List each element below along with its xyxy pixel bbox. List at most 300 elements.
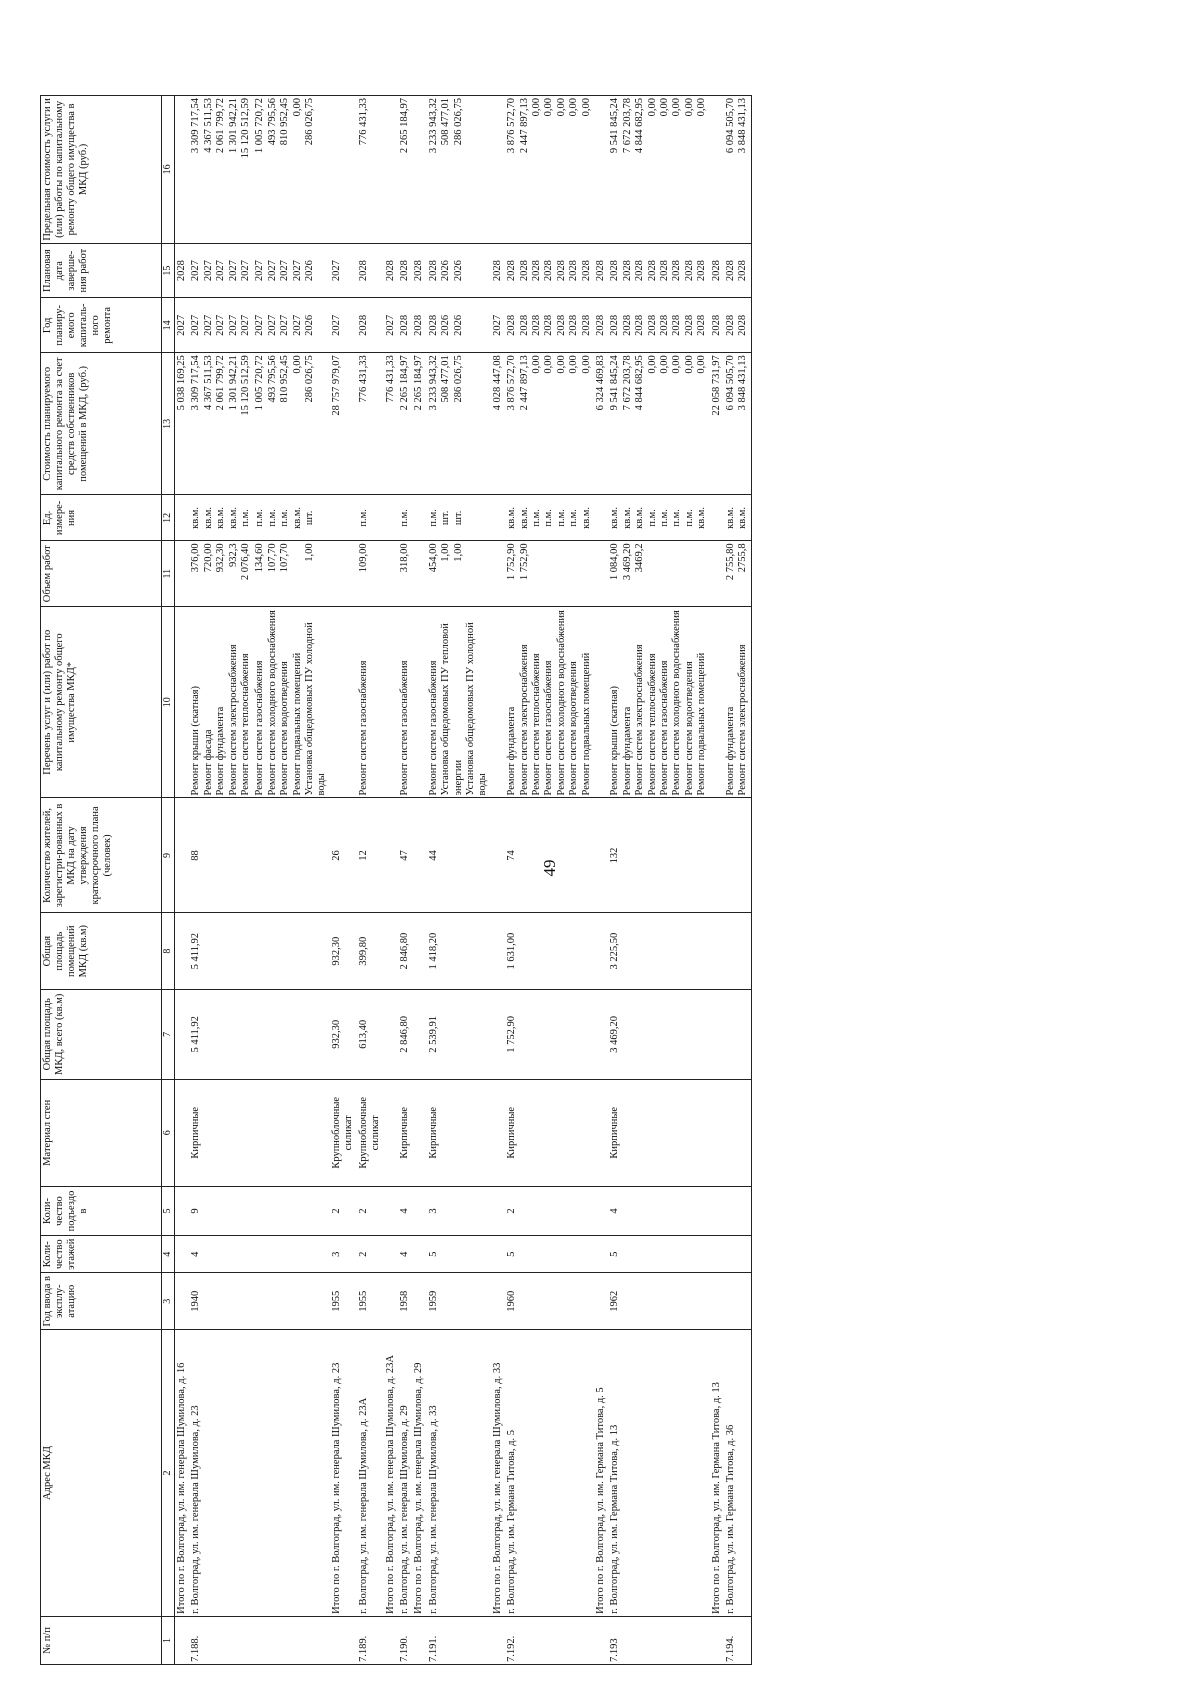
row-number <box>412 1616 426 1664</box>
address-cell-value: Итого по г. Волгоград, ул. им. генерала Шумилова, д. 23А <box>384 1355 396 1614</box>
works-cell <box>491 607 505 798</box>
planned-year-cell-line: 2028 <box>427 314 439 336</box>
works-cell-line: Ремонт фундамента <box>215 706 227 796</box>
unit-cell-line: кв.м. <box>580 506 592 529</box>
address-cell <box>330 1330 357 1617</box>
commission-year-cell-value: 1940 <box>190 1290 202 1312</box>
limit-cost-cell-line: 286 026,75 <box>452 98 464 146</box>
residents-cell <box>398 798 412 913</box>
unit-cell <box>330 495 357 541</box>
completion-date-cell <box>175 243 190 298</box>
address-cell <box>608 1330 709 1617</box>
premises-area-cell <box>330 913 357 990</box>
entrances-cell <box>357 1186 384 1235</box>
column-header-1: № п/п <box>41 1616 162 1664</box>
residents-cell <box>427 798 491 913</box>
works-cell-line: Ремонт систем теплоснабжения <box>646 653 658 796</box>
unit-cell-line: кв.м. <box>725 506 737 529</box>
cost-cell-line: 286 026,75 <box>452 355 464 403</box>
entrances-cell-value: 4 <box>398 1208 410 1214</box>
total-area-cell <box>608 989 709 1079</box>
total-area-cell <box>594 989 608 1079</box>
wall-material-cell-value: Кирпичные <box>398 1106 410 1159</box>
limit-cost-cell-line: 0,00 <box>696 98 708 117</box>
works-cell <box>175 607 190 798</box>
completion-date-cell <box>608 243 709 298</box>
limit-cost-cell-line: 3 848 431,13 <box>737 98 749 154</box>
completion-date-cell-line: 2028 <box>580 260 592 282</box>
premises-area-cell <box>491 913 505 990</box>
completion-date-cell <box>594 243 608 298</box>
limit-cost-cell-line: 9 541 845,24 <box>609 98 621 154</box>
address-cell <box>724 1330 751 1617</box>
works-cell-line: Ремонт систем теплоснабжения <box>530 653 542 796</box>
cost-cell-line: 4 028 447,08 <box>491 355 503 411</box>
planned-year-cell-line: 2027 <box>330 314 342 336</box>
cost-cell <box>398 353 412 495</box>
volume-cell <box>189 541 253 607</box>
works-cell-line: Ремонт подвальных помещений <box>696 652 708 796</box>
premises-area-cell <box>189 913 253 990</box>
total-area-cell-value: 932,30 <box>330 1019 342 1049</box>
volume-cell-line <box>647 543 659 604</box>
residents-cell-value: 26 <box>330 850 342 861</box>
volume-cell <box>710 541 724 607</box>
volume-cell-line: 1,00 <box>440 543 452 562</box>
row-number <box>189 1616 253 1664</box>
planned-year-cell-line: 2028 <box>398 314 410 336</box>
unit-cell-line: п.м. <box>530 509 542 527</box>
completion-date-cell-line: 2028 <box>737 260 749 282</box>
completion-date-cell-line: 2028 <box>530 260 542 282</box>
planned-year-cell-line: 2027 <box>190 314 202 336</box>
premises-area-cell-value: 3 225,50 <box>609 932 621 970</box>
cost-cell-line: 776 431,33 <box>384 355 396 403</box>
completion-date-cell-line: 2028 <box>491 260 503 282</box>
cost-cell <box>384 353 398 495</box>
wall-material-cell-value: Кирпичные <box>506 1106 518 1159</box>
cost-cell-line: 2 265 184,97 <box>398 355 410 411</box>
planned-year-cell-line: 2028 <box>737 314 749 336</box>
commission-year-cell-value: 1955 <box>330 1290 342 1312</box>
column-header-5: Коли-чество подъездов <box>41 1186 162 1235</box>
address-cell <box>412 1330 426 1617</box>
unit-cell <box>608 495 709 541</box>
unit-cell <box>398 495 412 541</box>
premises-area-cell <box>724 913 751 990</box>
completion-date-cell-line: 2028 <box>671 260 683 282</box>
volume-cell-line <box>568 543 580 604</box>
volume-cell-line: 932,30 <box>215 543 227 573</box>
unit-cell-line: п.м. <box>357 509 369 527</box>
column-number-16: 16 <box>162 96 175 244</box>
volume-cell-line <box>696 543 708 604</box>
volume-cell-line: 454,00 <box>427 543 439 573</box>
volume-cell <box>412 541 426 607</box>
residents-cell <box>491 798 505 913</box>
works-cell <box>398 607 412 798</box>
limit-cost-cell-line: 0,00 <box>530 98 542 117</box>
completion-date-cell-line: 2028 <box>506 260 518 282</box>
works-cell <box>412 607 426 798</box>
cost-cell-line: 0,00 <box>530 355 542 374</box>
commission-year-cell <box>491 1273 505 1330</box>
residents-cell-value: 74 <box>506 850 518 861</box>
unit-cell-line: п.м. <box>568 509 580 527</box>
completion-date-cell <box>427 243 491 298</box>
completion-date-cell-line: 2026 <box>452 260 464 282</box>
cost-cell-line: 0,00 <box>696 355 708 374</box>
floors-cell-value: 3 <box>330 1251 342 1257</box>
unit-cell-line: кв.м. <box>215 506 227 529</box>
unit-cell <box>505 495 594 541</box>
completion-date-cell-line: 2027 <box>291 260 303 282</box>
wall-material-cell <box>398 1079 412 1186</box>
completion-date-cell <box>710 243 724 298</box>
wall-material-cell <box>412 1079 426 1186</box>
planned-year-cell-line: 2028 <box>555 314 567 336</box>
header-row <box>41 96 162 1665</box>
column-header-11: Объем работ <box>41 541 162 607</box>
residents-cell-value: 12 <box>357 850 369 861</box>
table-subtotal-row <box>175 96 190 1665</box>
rotated-page <box>40 95 1140 1665</box>
completion-date-cell-line: 2028 <box>595 260 606 282</box>
works-cell-line: Ремонт систем теплоснабжения <box>240 653 252 796</box>
premises-area-cell-value: 1 418,20 <box>427 932 439 970</box>
volume-cell-line <box>531 543 543 604</box>
planned-year-cell <box>175 298 190 353</box>
unit-cell <box>189 495 253 541</box>
limit-cost-cell <box>175 96 190 244</box>
limit-cost-cell-line: 0,00 <box>543 98 555 117</box>
row-number <box>608 1616 709 1664</box>
completion-date-cell-line: 2028 <box>683 260 695 282</box>
limit-cost-cell-line: 15 120 512,59 <box>239 98 251 159</box>
volume-cell-line <box>581 543 593 604</box>
works-cell-line: Ремонт фундамента <box>506 706 518 796</box>
completion-date-cell-line: 2027 <box>254 260 266 282</box>
column-number-1: 1 <box>162 1616 175 1664</box>
cost-cell-line: 0,00 <box>646 355 658 374</box>
cost-cell-line: 0,00 <box>291 355 303 374</box>
limit-cost-cell-line: 0,00 <box>658 98 670 117</box>
volume-cell-line <box>556 543 568 604</box>
commission-year-cell <box>357 1273 384 1330</box>
works-cell-line: Ремонт систем водоотведения <box>568 661 580 796</box>
planned-year-cell-line: 2028 <box>357 314 369 336</box>
column-number-11: 11 <box>162 541 175 607</box>
commission-year-cell-value: 1959 <box>427 1290 439 1312</box>
limit-cost-cell-line: 286 026,75 <box>304 98 315 146</box>
floors-cell <box>189 1236 253 1273</box>
column-header-4: Коли-чество этажей <box>41 1236 162 1273</box>
floors-cell <box>608 1236 709 1273</box>
cost-cell-line: 810 952,45 <box>279 355 291 403</box>
planned-year-cell-line: 2028 <box>646 314 658 336</box>
cost-cell-line: 493 795,56 <box>266 355 278 403</box>
planned-year-cell-line: 2026 <box>304 314 315 336</box>
unit-cell-line: кв.м. <box>190 506 202 529</box>
floors-cell <box>505 1236 594 1273</box>
unit-cell-line: кв.м. <box>291 506 303 529</box>
completion-date-cell-line: 2028 <box>646 260 658 282</box>
planned-year-cell <box>384 298 398 353</box>
residents-cell-value: 47 <box>398 850 410 861</box>
works-cell <box>357 607 384 798</box>
planned-year-cell <box>594 298 608 353</box>
works-cell <box>253 607 329 798</box>
volume-cell <box>491 541 505 607</box>
total-area-cell-value: 3 469,20 <box>609 1015 621 1053</box>
volume-cell <box>724 541 751 607</box>
completion-date-cell-line: 2026 <box>304 260 315 282</box>
premises-area-cell <box>384 913 398 990</box>
floors-cell <box>710 1236 724 1273</box>
volume-cell-line: 2755,8 <box>737 543 749 573</box>
cost-cell-line: 0,00 <box>555 355 567 374</box>
table-row <box>427 96 491 1665</box>
completion-date-cell <box>384 243 398 298</box>
total-area-cell-value: 2 846,80 <box>398 1015 410 1053</box>
unit-cell-line: п.м. <box>555 509 567 527</box>
total-area-cell <box>724 989 751 1079</box>
completion-date-cell-line: 2027 <box>215 260 227 282</box>
unit-cell-line: п.м. <box>427 509 439 527</box>
planned-year-cell-line: 2028 <box>413 314 425 336</box>
unit-cell-line: кв.м. <box>202 506 214 529</box>
limit-cost-cell-line: 0,00 <box>683 98 695 117</box>
unit-cell-line: шт. <box>304 510 315 526</box>
works-cell-line: Ремонт крыши (скатная) <box>609 685 621 796</box>
volume-cell-line <box>659 543 671 604</box>
residents-cell <box>189 798 253 913</box>
works-cell-line: Ремонт систем газоснабжения <box>357 660 369 796</box>
column-header-7: Общая площадь МКД, всего (кв.м) <box>41 989 162 1079</box>
premises-area-cell <box>608 913 709 990</box>
total-area-cell <box>330 989 357 1079</box>
address-cell-value: г. Волгоград, ул. им. генерала Шумилова, д. 23А <box>357 1397 369 1614</box>
column-number-7: 7 <box>162 989 175 1079</box>
planned-year-cell-line: 2027 <box>291 314 303 336</box>
residents-cell-value: 88 <box>190 850 202 861</box>
planned-year-cell <box>710 298 724 353</box>
total-area-cell <box>412 989 426 1079</box>
premises-area-cell <box>253 913 329 990</box>
row-number-value: 7.190. <box>398 1635 410 1662</box>
residents-cell <box>384 798 398 913</box>
limit-cost-cell-line: 6 094 505,70 <box>725 98 737 154</box>
address-cell-value: Итого по г. Волгоград, ул. им. генерала Шумилова, д. 23 <box>330 1362 342 1614</box>
limit-cost-cell <box>724 96 751 244</box>
limit-cost-cell-line: 0,00 <box>291 98 303 117</box>
residents-cell <box>710 798 724 913</box>
planned-year-cell-line: 2027 <box>384 314 396 336</box>
works-cell-line: Ремонт систем холодного водоснабжения <box>671 610 683 796</box>
entrances-cell <box>505 1186 594 1235</box>
works-cell-line: Ремонт подвальных помещений <box>580 652 592 796</box>
commission-year-cell <box>608 1273 709 1330</box>
cost-cell <box>608 353 709 495</box>
wall-material-cell <box>710 1079 724 1186</box>
completion-date-cell-line: 2027 <box>239 260 251 282</box>
floors-cell <box>724 1236 751 1273</box>
column-number-12: 12 <box>162 495 175 541</box>
row-number <box>253 1616 329 1664</box>
completion-date-cell <box>398 243 412 298</box>
commission-year-cell <box>189 1273 253 1330</box>
column-header-8: Общая площадь помещений МКД (кв.м) <box>41 913 162 990</box>
volume-cell-line <box>292 543 304 604</box>
premises-area-cell-value: 932,30 <box>330 936 342 966</box>
floors-cell-value: 4 <box>190 1251 202 1257</box>
cost-cell <box>412 353 426 495</box>
column-number-4: 4 <box>162 1236 175 1273</box>
entrances-cell-value: 9 <box>190 1208 202 1214</box>
completion-date-cell-line: 2028 <box>413 260 425 282</box>
completion-date-cell-line: 2027 <box>330 260 342 282</box>
commission-year-cell <box>253 1273 329 1330</box>
completion-date-cell-line: 2028 <box>176 260 187 282</box>
table-row <box>398 96 412 1665</box>
works-cell-line: Ремонт систем холодного водоснабжения <box>555 610 567 796</box>
address-cell-value: Итого по г. Волгоград, ул. им. Германа Титова, д. 13 <box>710 1382 722 1614</box>
limit-cost-cell <box>594 96 608 244</box>
works-cell-line: Ремонт систем холодного водоснабжения <box>266 610 278 796</box>
wall-material-cell <box>491 1079 505 1186</box>
volume-cell-line: 3469,2 <box>634 543 646 573</box>
cost-cell-line: 3 848 431,13 <box>737 355 749 411</box>
works-cell-line: Ремонт систем газоснабжения <box>398 660 410 796</box>
commission-year-cell-value: 1960 <box>506 1290 518 1312</box>
premises-area-cell <box>398 913 412 990</box>
residents-cell <box>594 798 608 913</box>
completion-date-cell <box>412 243 426 298</box>
planned-year-cell-line: 2028 <box>609 314 621 336</box>
unit-cell-line: шт. <box>452 510 464 526</box>
column-number-9: 9 <box>162 798 175 913</box>
limit-cost-cell-line: 3 233 943,32 <box>427 98 439 154</box>
limit-cost-cell-line: 0,00 <box>671 98 683 117</box>
completion-date-cell-line: 2028 <box>357 260 369 282</box>
cost-cell <box>724 353 751 495</box>
floors-cell <box>384 1236 398 1273</box>
cost-cell <box>427 353 491 495</box>
works-cell-line: Установка общедомовых ПУ холодной воды <box>304 622 328 796</box>
cost-cell-line: 28 757 979,07 <box>330 355 342 416</box>
address-cell <box>357 1330 384 1617</box>
planned-year-cell-line: 2028 <box>725 314 737 336</box>
cost-cell-line: 22 058 731,97 <box>710 355 722 416</box>
table-subtotal-row <box>594 96 608 1665</box>
row-number <box>710 1616 724 1664</box>
address-cell <box>189 1330 253 1617</box>
floors-cell <box>594 1236 608 1273</box>
volume-cell-line: 318,00 <box>398 543 410 573</box>
column-number-15: 15 <box>162 243 175 298</box>
planned-year-cell <box>398 298 412 353</box>
limit-cost-cell-line: 493 795,56 <box>266 98 278 146</box>
address-cell-value: г. Волгоград, ул. им. Германа Титова, д. 13 <box>609 1424 621 1614</box>
premises-area-cell <box>412 913 426 990</box>
limit-cost-cell-line: 7 672 203,78 <box>621 98 633 154</box>
cost-cell-line: 0,00 <box>568 355 580 374</box>
completion-date-cell-line: 2028 <box>427 260 439 282</box>
row-number <box>330 1616 357 1664</box>
row-number <box>724 1616 751 1664</box>
cost-cell-line: 3 309 717,54 <box>190 355 202 411</box>
address-cell-value: г. Волгоград, ул. им. Германа Титова, д. 5 <box>506 1430 518 1614</box>
works-cell <box>724 607 751 798</box>
volume-cell-line: 376,00 <box>190 543 202 573</box>
completion-date-cell-line: 2028 <box>543 260 555 282</box>
column-number-8: 8 <box>162 913 175 990</box>
planned-year-cell-line: 2028 <box>696 314 708 336</box>
cost-cell-line: 15 120 512,59 <box>239 355 251 416</box>
table-subtotal-row <box>330 96 357 1665</box>
cost-cell <box>505 353 594 495</box>
completion-date-cell-line: 2028 <box>634 260 646 282</box>
planned-year-cell-line: 2028 <box>518 314 530 336</box>
row-number <box>357 1616 384 1664</box>
table-subtotal-row <box>491 96 505 1665</box>
unit-cell-line: кв.м. <box>518 506 530 529</box>
floors-cell-value: 5 <box>506 1251 518 1257</box>
works-cell-line: Ремонт систем электроснабжения <box>737 644 749 796</box>
total-area-cell-value: 613,40 <box>357 1019 369 1049</box>
page-number: 49 <box>540 859 559 877</box>
volume-cell <box>253 541 329 607</box>
entrances-cell-value: 3 <box>427 1208 439 1214</box>
unit-cell-line: шт. <box>440 510 452 526</box>
cost-cell-line: 0,00 <box>683 355 695 374</box>
works-cell-line: Установка общедомовых ПУ тепловой энергии <box>440 623 464 796</box>
limit-cost-cell-line: 2 447 897,13 <box>518 98 530 154</box>
planned-year-cell-line: 2027 <box>254 314 266 336</box>
cost-cell-line: 776 431,33 <box>357 355 369 403</box>
unit-cell-line: п.м. <box>683 509 695 527</box>
column-header-16: Предельная стоимость услуги и (или) работы по капитальному ремонту общего имущества в МКД (руб.) <box>41 96 162 244</box>
works-cell-line: Ремонт подвальных помещений <box>291 652 303 796</box>
commission-year-cell <box>398 1273 412 1330</box>
entrances-cell <box>175 1186 190 1235</box>
wall-material-cell <box>384 1079 398 1186</box>
total-area-cell-value: 2 539,91 <box>427 1015 439 1053</box>
cost-cell-line: 4 844 682,95 <box>634 355 646 411</box>
volume-cell <box>398 541 412 607</box>
completion-date-cell-line: 2027 <box>266 260 278 282</box>
planned-year-cell-line: 2028 <box>595 314 606 336</box>
commission-year-cell <box>175 1273 190 1330</box>
residents-cell <box>330 798 357 913</box>
total-area-cell <box>384 989 398 1079</box>
works-cell-line: Ремонт фундамента <box>725 706 737 796</box>
address-cell <box>253 1330 329 1617</box>
address-cell <box>384 1330 398 1617</box>
planned-year-cell-line: 2027 <box>491 314 503 336</box>
limit-cost-cell-line: 810 952,45 <box>279 98 291 146</box>
limit-cost-cell <box>253 96 329 244</box>
cost-cell-line: 508 477,01 <box>440 355 452 403</box>
entrances-cell <box>594 1186 608 1235</box>
address-cell-value: Итого по г. Волгоград, ул. им. генерала Шумилова, д. 16 <box>176 1362 187 1614</box>
premises-area-cell <box>175 913 190 990</box>
table-row <box>608 96 709 1665</box>
cost-cell-line: 0,00 <box>580 355 592 374</box>
column-header-12: Ед. измере-ния <box>41 495 162 541</box>
completion-date-cell-line: 2026 <box>440 260 452 282</box>
column-header-13: Стоимость планируемого капитального ремонта за счет средств собственников помещений в МКД, (руб.) <box>41 353 162 495</box>
